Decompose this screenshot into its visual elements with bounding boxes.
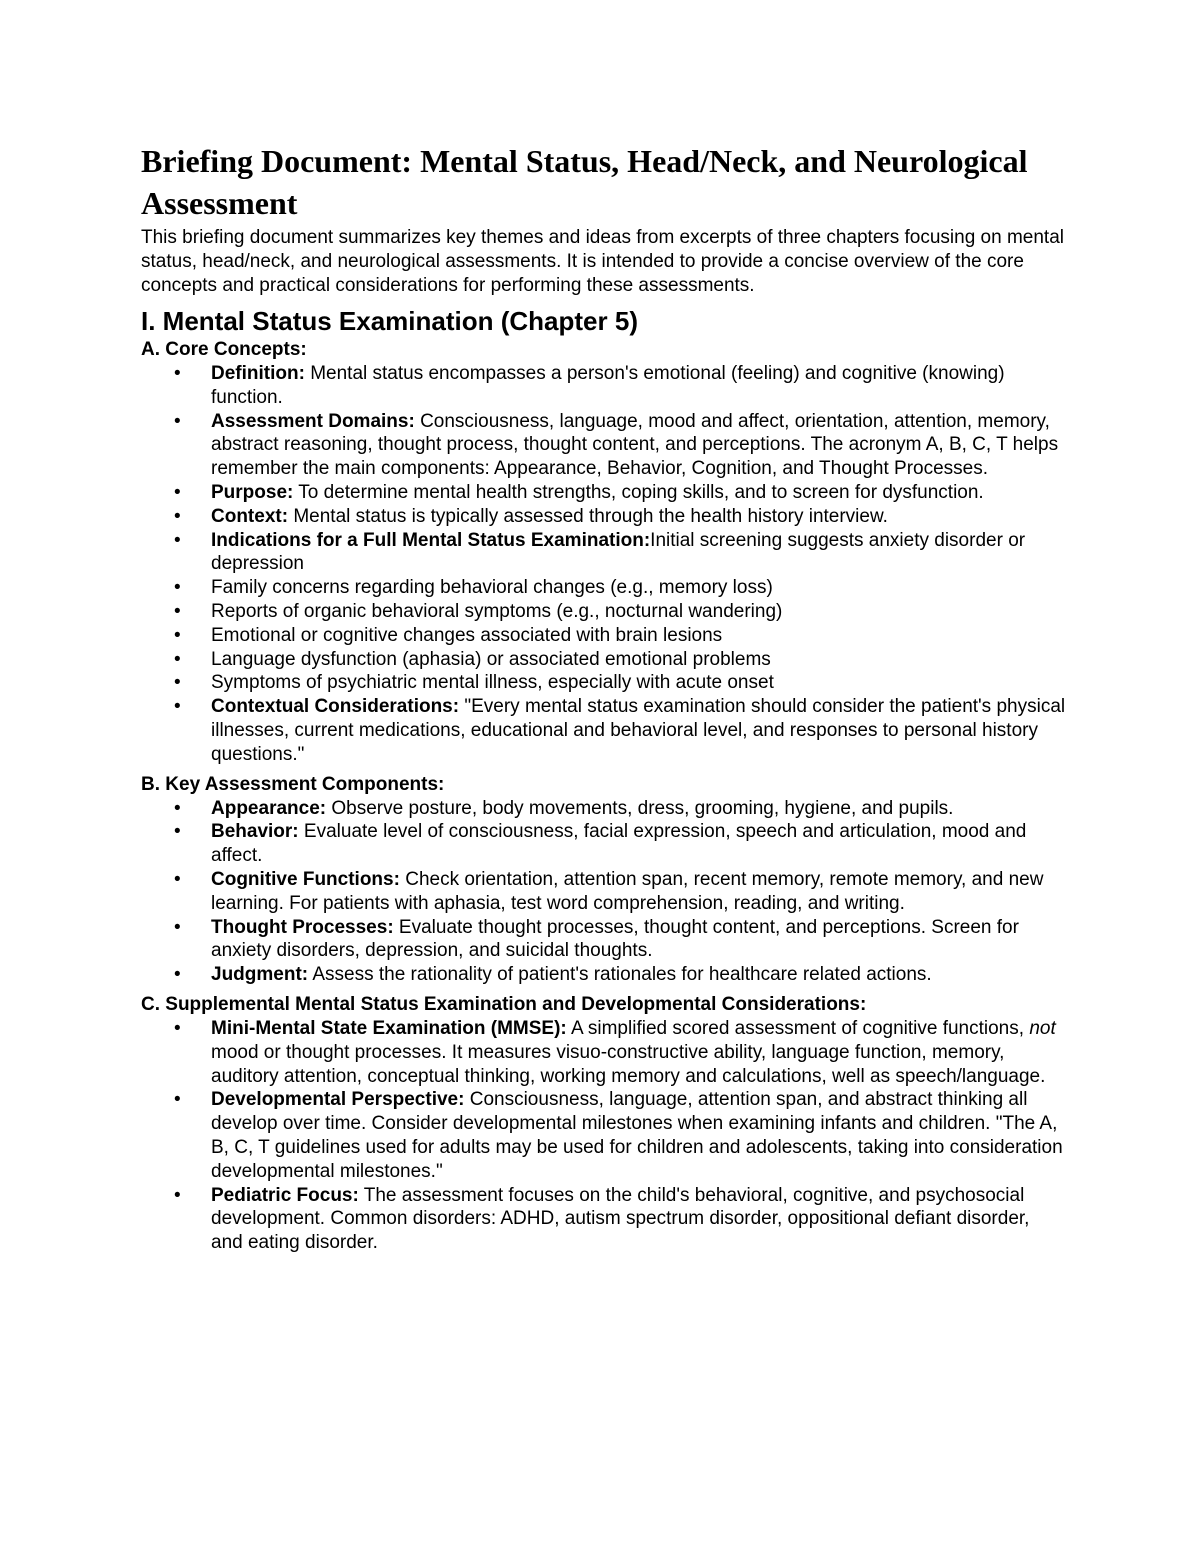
bullet-icon: • [174,481,181,503]
bullet-icon: • [174,696,181,718]
list-item [141,963,1066,987]
list-item [141,1017,1066,1088]
item-label: Purpose: [211,481,294,503]
list-item [141,671,1066,695]
item-text: Symptoms of psychiatric mental illness, especially with acute onset [211,672,774,694]
intro-paragraph: This briefing document summarizes key themes and ideas from excerpts of three chapters focusing on mental status, head/neck, and neurological assessments. It is intended to provide a concise overview of the core concepts and practical considerations for performing these assessments. [141,227,1064,296]
bullet-icon: • [174,410,181,432]
item-text: Consciousness, language, mood and affect, orientation, attention, memory, abstract reasoning, thought process, thought content, and perceptions. The acronym A, B, C, T helps remember the main components: Appearance, Behavior, Cognition, and Thought Processes. [211,410,1059,480]
key-components-list [141,797,1066,987]
item-text: Consciousness, language, attention span, and abstract thinking all develop over time. Consider developmental milestones when examining infants and children. "The A, B, C, T guidelines used for adults may be used for children and adolescents, taking into consideration developmental milestones." [211,1089,1063,1182]
item-label: Thought Processes: [211,916,394,938]
item-text: Observe posture, body movements, dress, grooming, hygiene, and pupils. [326,797,954,819]
bullet-icon: • [174,1017,181,1039]
list-item [141,600,1066,624]
bullet-icon: • [174,672,181,694]
list-item [141,1184,1066,1255]
bullet-icon: • [174,797,181,819]
bullet-icon: • [174,868,181,890]
list-item [141,481,1066,505]
section-heading-mental-status: I. Mental Status Examination (Chapter 5) [141,306,638,336]
item-label: Definition: [211,363,305,384]
item-text: Evaluate level of consciousness, facial expression, speech and articulation, mood and affect. [211,821,1027,867]
list-item [141,576,1066,600]
list-item [141,648,1066,672]
bullet-icon: • [174,505,181,527]
bullet-icon: • [174,821,181,843]
item-label: Assessment Domains: [211,410,415,432]
list-item [141,797,1066,821]
list-item [141,868,1066,916]
item-label: Context: [211,505,289,527]
bullet-icon: • [174,1184,181,1206]
list-item [141,362,1066,410]
item-label: Contextual Considerations: [211,696,460,718]
item-text: Mental status is typically assessed through the health history interview. [288,505,888,527]
item-text: A simplified scored assessment of cognitive functions, [566,1017,1030,1039]
item-text: Language dysfunction (aphasia) or associated emotional problems [211,648,771,670]
item-text: Assess the rationality of patient's rationales for healthcare related actions. [308,964,932,986]
list-item [141,529,1066,577]
item-emphasis: not [1029,1017,1056,1039]
item-label: Behavior: [211,821,299,843]
bullet-icon: • [174,529,181,551]
item-text: "Every mental status examination should consider the patient's physical illnesses, current medications, educational and behavioral level, and responses to personal history questions." [211,696,1066,765]
item-text: Emotional or cognitive changes associated with brain lesions [211,624,723,646]
bullet-icon: • [174,648,181,670]
item-label: Indications for a Full Mental Status Examination: [211,529,651,551]
item-label: Developmental Perspective: [211,1089,465,1111]
subheading-key-components: B. Key Assessment Components: [141,773,445,795]
document-title: Briefing Document: Mental Status, Head/Neck, and Neurological Assessment [141,143,1028,221]
item-text: The assessment focuses on the child's behavioral, cognitive, and psychosocial development. Common disorders: ADHD, autism spectrum disorder, oppositional defiant disorder, and eating disorder. [211,1184,1030,1254]
list-item [141,410,1066,481]
bullet-icon: • [174,964,181,986]
item-label: Pediatric Focus: [211,1184,359,1206]
subheading-core-concepts: A. Core Concepts: [141,339,307,360]
item-text: Reports of organic behavioral symptoms (e.g., nocturnal wandering) [211,600,783,622]
item-label: Appearance: [211,797,327,819]
bullet-icon: • [174,577,181,599]
core-concepts-list [141,362,1066,767]
item-label: Judgment: [211,964,309,986]
item-label: Cognitive Functions: [211,868,400,890]
item-text: Check orientation, attention span, recent memory, remote memory, and new learning. For patients with aphasia, test word comprehension, reading, and writing. [211,868,1044,914]
list-item [141,916,1066,964]
document-page [141,140,1066,1261]
bullet-icon: • [174,363,181,384]
item-text: Family concerns regarding behavioral changes (e.g., memory loss) [211,577,773,599]
list-item [141,624,1066,648]
item-label: Mini-Mental State Examination (MMSE): [211,1017,567,1039]
list-item [141,505,1066,529]
list-item [141,1088,1066,1183]
supplemental-list [141,1017,1066,1255]
list-item [141,695,1066,766]
bullet-icon: • [174,916,181,938]
item-text: mood or thought processes. It measures visuo-constructive ability, language function, memory, auditory attention, conceptual thinking, working memory and calculations, well as speech/language. [211,1041,1046,1087]
item-text: To determine mental health strengths, coping skills, and to screen for dysfunction. [293,481,984,503]
item-text: Mental status encompasses a person's emotional (feeling) and cognitive (knowing) function. [211,363,1005,408]
item-text: Evaluate thought processes, thought content, and perceptions. Screen for anxiety disorders, depression, and suicidal thoughts. [211,916,1019,962]
list-item [141,820,1066,868]
item-text: Initial screening suggests anxiety disorder or depression [211,529,1026,575]
bullet-icon: • [174,1089,181,1111]
subheading-supplemental: C. Supplemental Mental Status Examination and Developmental Considerations: [141,993,867,1015]
bullet-icon: • [174,600,181,622]
bullet-icon: • [174,624,181,646]
